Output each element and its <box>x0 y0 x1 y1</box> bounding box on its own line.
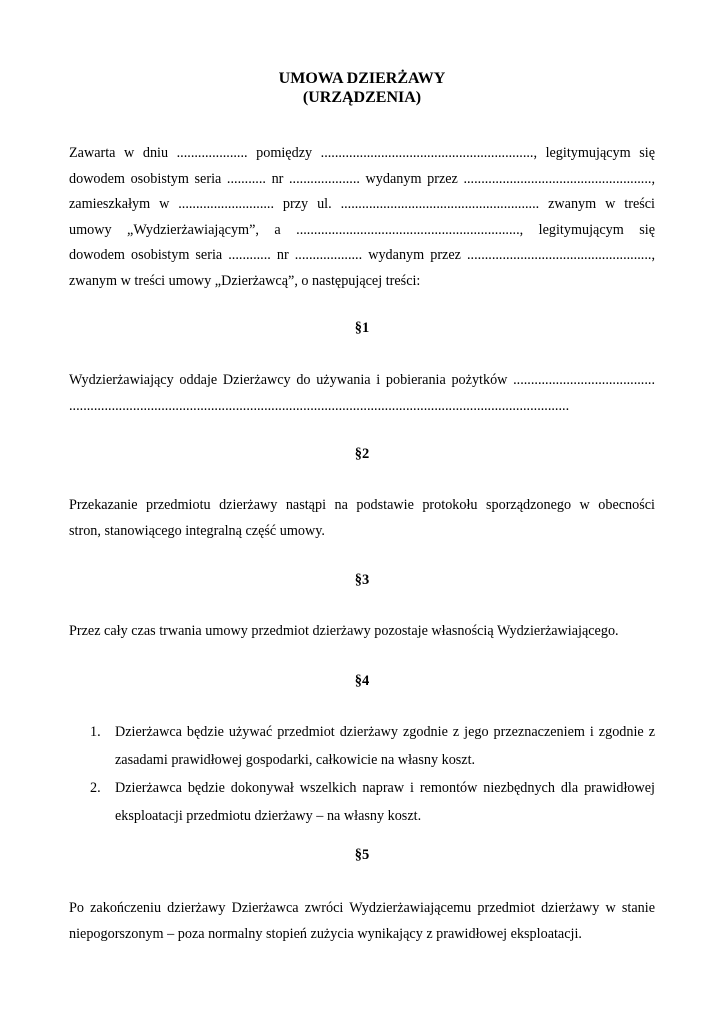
section-line: Po zakończeniu dzierżawy Dzierżawca zwróci Wydzierżawiającemu przedmiot dzierżawy w stanie <box>69 900 655 916</box>
list-item-line: Dzierżawca będzie używać przedmiot dzierżawy zgodnie z jego przeznaczeniem i zgodnie z <box>115 724 655 740</box>
section-heading-3: §3 <box>354 572 370 588</box>
section-heading-2: §2 <box>354 446 370 462</box>
list-item <box>69 774 655 830</box>
intro-line: umowy „Wydzierżawiającym”, a ..............................................................., legitymującym się <box>69 221 655 238</box>
intro-line: dowodem osobistym seria ........... nr .................... wydanym przez ....................................................., <box>69 170 655 187</box>
list-item-line: Dzierżawca będzie dokonywał wszelkich napraw i remontów niezbędnych dla prawidłowej <box>115 780 655 796</box>
section-line: ............................................................................................................................................. <box>69 397 570 414</box>
section-line: Wydzierżawiający oddaje Dzierżawcy do używania i pobierania pożytków ........................................ <box>69 372 655 388</box>
title-block <box>69 69 655 107</box>
list-item-line: eksploatacji przedmiotu dzierżawy – na własny koszt. <box>115 808 422 824</box>
section-5-text <box>69 896 655 947</box>
intro-line: zamieszkałym w ........................... przy ul. ........................................................ zwanym w treści <box>69 196 655 212</box>
section-line: Przez cały czas trwania umowy przedmiot dzierżawy pozostaje własnością Wydzierżawiającego. <box>69 623 619 639</box>
section-line: stron, stanowiącego integralną część umowy. <box>69 522 325 539</box>
section-3-text <box>69 619 655 645</box>
section-heading-5: §5 <box>354 847 370 863</box>
document-title: UMOWA DZIERŻAWY <box>278 70 446 87</box>
intro-line: dowodem osobistym seria ............ nr ................... wydanym przez ...................................................., <box>69 247 655 263</box>
list-item-line: zasadami prawidłowej gospodarki, całkowicie na własny koszt. <box>115 752 476 768</box>
section-heading-4: §4 <box>354 673 370 689</box>
document-subtitle: (URZĄDZENIA) <box>302 89 422 106</box>
section-1-text <box>69 368 655 419</box>
section-line: Przekazanie przedmiotu dzierżawy nastąpi na podstawie protokołu sporządzonego w obecności <box>69 497 655 513</box>
list-item-number: 2. <box>90 780 101 796</box>
section-heading-1: §1 <box>354 320 370 336</box>
section-line: niepogorszonym – poza normalny stopień zużycia wynikający z prawidłowej eksploatacji. <box>69 925 582 942</box>
section-2-text <box>69 493 655 544</box>
list-item-number: 1. <box>90 724 101 740</box>
list-item <box>69 718 655 774</box>
intro-line: zwanym w treści umowy „Dzierżawcą”, o następującej treści: <box>69 272 421 289</box>
intro-line: Zawarta w dniu .................... pomiędzy ............................................................, legitymującym się <box>69 145 655 161</box>
section-4-list <box>69 718 655 830</box>
intro-paragraph <box>69 141 655 294</box>
